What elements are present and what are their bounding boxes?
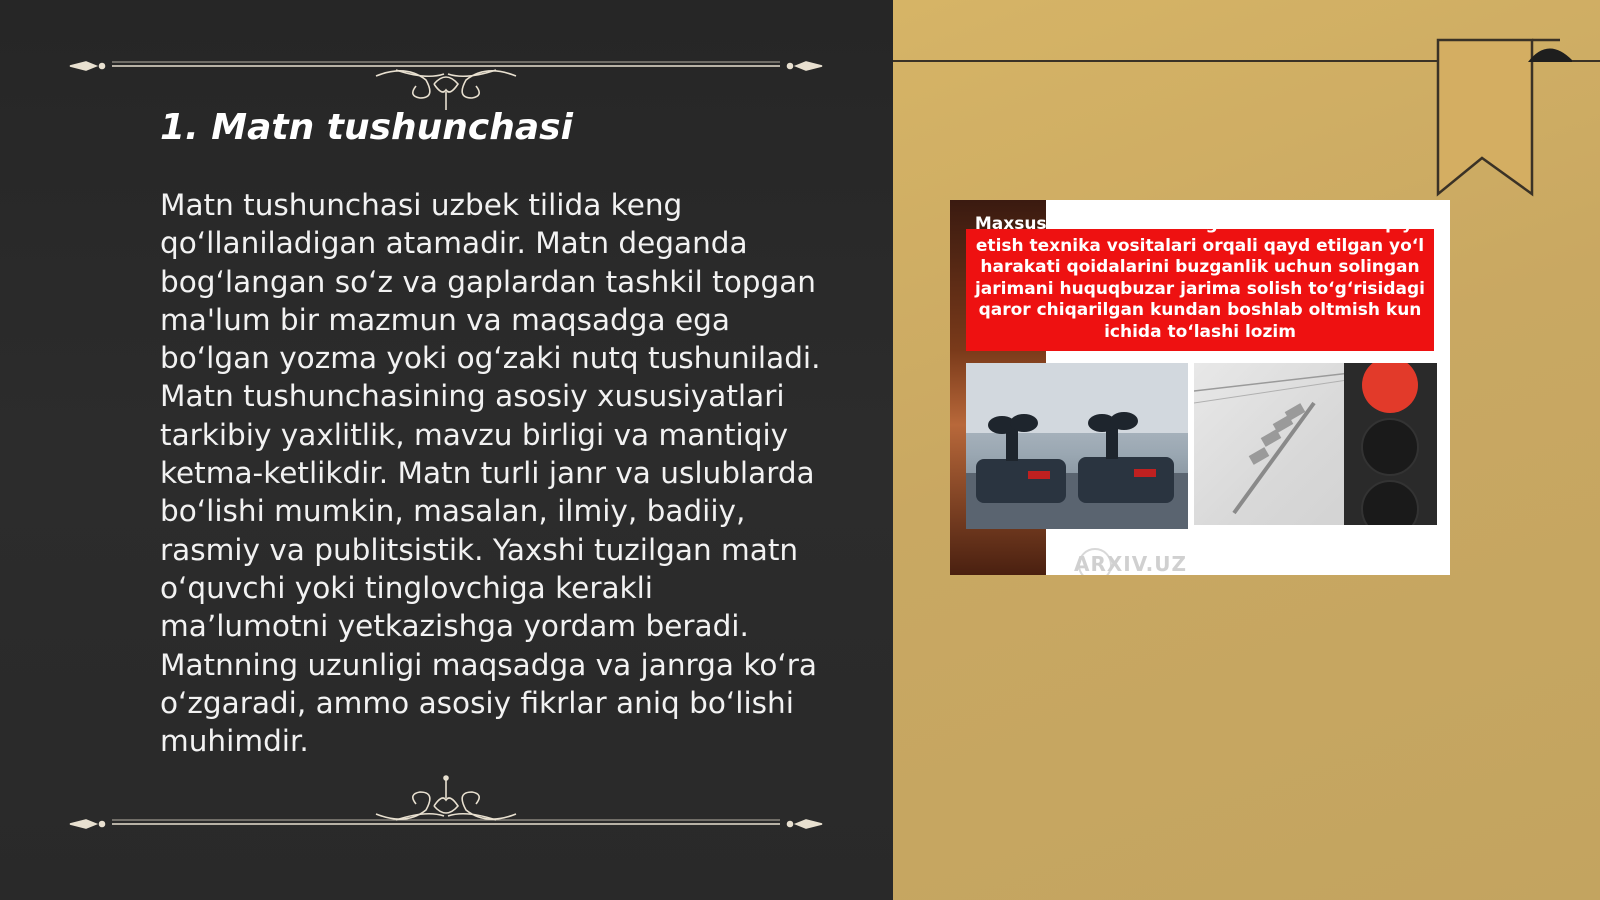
bookmark-icon	[1432, 34, 1592, 200]
slide-title: 1. Matn tushunchasi	[160, 107, 573, 148]
image-watermark: ARXIV.UZ	[1074, 552, 1187, 575]
photo-traffic-light	[1194, 363, 1437, 525]
flourish-divider-bottom-icon	[66, 768, 826, 838]
slide-body-text: Matn tushunchasi uzbek tilida keng qo‘llaniladigan atamadir. Matn deganda bog‘langan so‘z va gaplardan tashkil topgan ma'lum bir mazmun va maqsadga ega bo‘lgan yozma yoki og‘zaki nutq tushuniladi. Matn tushunchasining asosiy xususiyatlari tarkibiy yaxlitlik, mavzu birligi va mantiqiy ketma-ketlikdir. Matn turli janr va uslublarda bo‘lishi mumkin, masalan, ilmiy, badiiy, rasmiy va publitsistik. Yaxshi tuzilgan matn o‘quvchi yoki tinglovchiga kerakli ma’lumotni yetkazishga yordam beradi. Matnning uzunligi maqsadga va janrga ko‘ra o‘zgaradi, ammo asosiy fikrlar aniq bo‘lishi muhimdir.	[160, 188, 821, 759]
flourish-divider-top-icon	[66, 40, 826, 110]
news-image	[950, 200, 1450, 575]
photo-speed-cameras	[966, 363, 1188, 529]
banner-text: Maxsus avtomatlashtirilgan foto va video qayd etish texnika vositalari orqali qayd etilgan yo‘l harakati qoidalarini buzganlik uchun solingan jarimani huquqbuzar jarima solish to‘g‘risidagi qaror chiqarilgan kundan boshlab oltmish kun ichida to‘lashi lozim	[974, 214, 1426, 342]
